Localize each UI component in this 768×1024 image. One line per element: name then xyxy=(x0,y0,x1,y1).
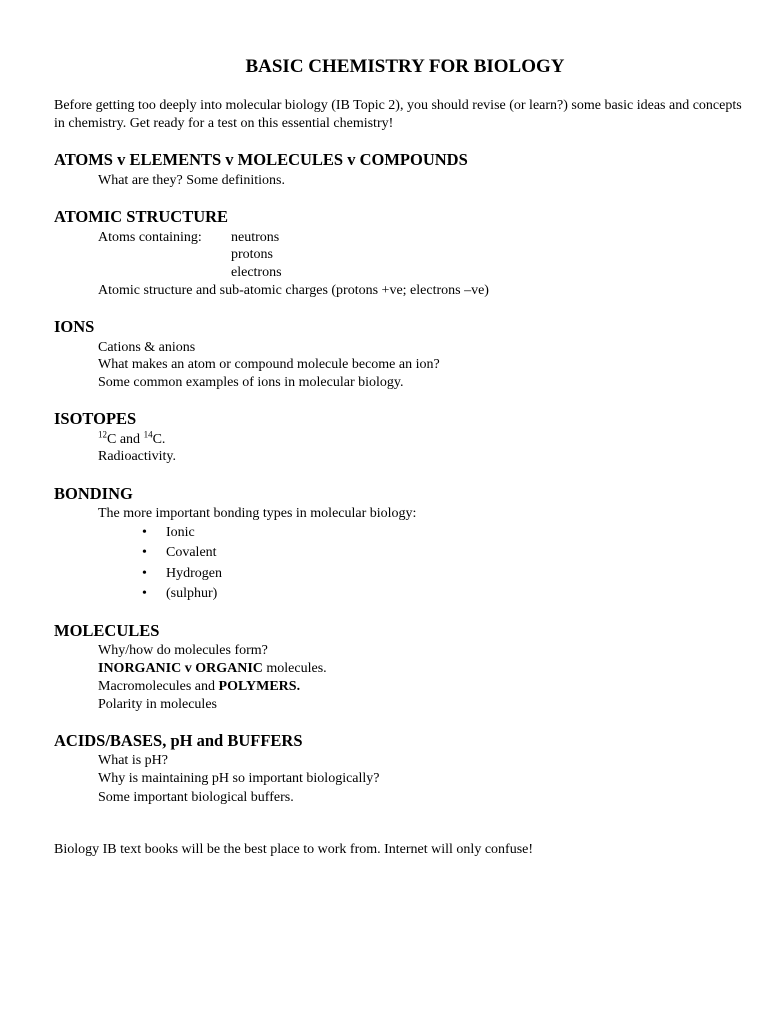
bonding-intro-line: The more important bonding types in molecular biology: xyxy=(98,506,417,521)
isotope-mass-14: 14 xyxy=(143,429,153,440)
acids-line-3: Some important biological buffers. xyxy=(98,790,294,805)
inorganic-organic-bold: INORGANIC v ORGANIC xyxy=(98,661,263,676)
heading-ions: IONS xyxy=(54,317,95,336)
atoms-definitions-line: What are they? Some definitions. xyxy=(98,173,285,188)
molecules-line-3 xyxy=(98,678,300,696)
molecules-line-1: Why/how do molecules form? xyxy=(98,643,268,658)
bullet-covalent xyxy=(142,544,217,562)
bullet-icon: • xyxy=(142,566,147,581)
isotope-mass-12: 12 xyxy=(98,429,107,440)
bullet-icon: • xyxy=(142,545,147,560)
heading-acids-bases: ACIDS/BASES, pH and BUFFERS xyxy=(54,731,303,750)
atoms-containing-label: Atoms containing: xyxy=(98,230,202,245)
bullet-label: Ionic xyxy=(166,525,195,540)
bullet-label: Hydrogen xyxy=(166,566,222,581)
bullet-icon: • xyxy=(142,525,147,540)
acids-line-1: What is pH? xyxy=(98,753,168,768)
bullet-hydrogen xyxy=(142,565,222,583)
part-electrons: electrons xyxy=(231,265,282,280)
ions-line-1: Cations & anions xyxy=(98,340,196,355)
part-protons: protons xyxy=(231,247,273,262)
page-title: BASIC CHEMISTRY FOR BIOLOGY xyxy=(245,56,565,77)
polymers-bold: POLYMERS. xyxy=(218,679,301,694)
ions-line-3: Some common examples of ions in molecular biology. xyxy=(98,375,404,390)
molecules-suffix: molecules. xyxy=(262,661,327,676)
bullet-sulphur xyxy=(142,585,217,603)
macromolecules-text: Macromolecules and xyxy=(98,679,219,694)
isotope-symbol-2: C. xyxy=(152,432,166,447)
intro-paragraph: Before getting too deeply into molecular biology (IB Topic 2), you should revise (or learn?) some basic ideas and concepts in chemistry. Get ready for a test on this essential chemistry! xyxy=(54,98,742,131)
isotope-symbol-1: C xyxy=(107,432,117,447)
part-neutrons: neutrons xyxy=(231,230,280,245)
isotope-and: and xyxy=(116,432,144,447)
bullet-label: (sulphur) xyxy=(166,586,218,601)
molecules-line-2 xyxy=(98,660,327,678)
heading-molecules: MOLECULES xyxy=(54,621,160,640)
heading-atoms-elements: ATOMS v ELEMENTS v MOLECULES v COMPOUNDS xyxy=(54,150,468,169)
acids-line-2: Why is maintaining pH so important biologically? xyxy=(98,771,380,786)
molecules-line-4: Polarity in molecules xyxy=(98,697,217,712)
subatomic-charges-line: Atomic structure and sub-atomic charges (protons +ve; electrons –ve) xyxy=(98,283,489,298)
isotopes-carbon-line xyxy=(98,431,165,449)
heading-isotopes: ISOTOPES xyxy=(54,409,137,428)
heading-atomic-structure: ATOMIC STRUCTURE xyxy=(54,207,229,226)
heading-bonding: BONDING xyxy=(54,484,133,503)
radioactivity-line: Radioactivity. xyxy=(98,449,177,464)
bullet-ionic xyxy=(142,524,195,542)
ions-line-2: What makes an atom or compound molecule become an ion? xyxy=(98,357,440,372)
bullet-icon: • xyxy=(142,586,147,601)
footer-note: Biology IB text books will be the best place to work from. Internet will only confuse! xyxy=(54,842,534,857)
bullet-label: Covalent xyxy=(166,545,217,560)
